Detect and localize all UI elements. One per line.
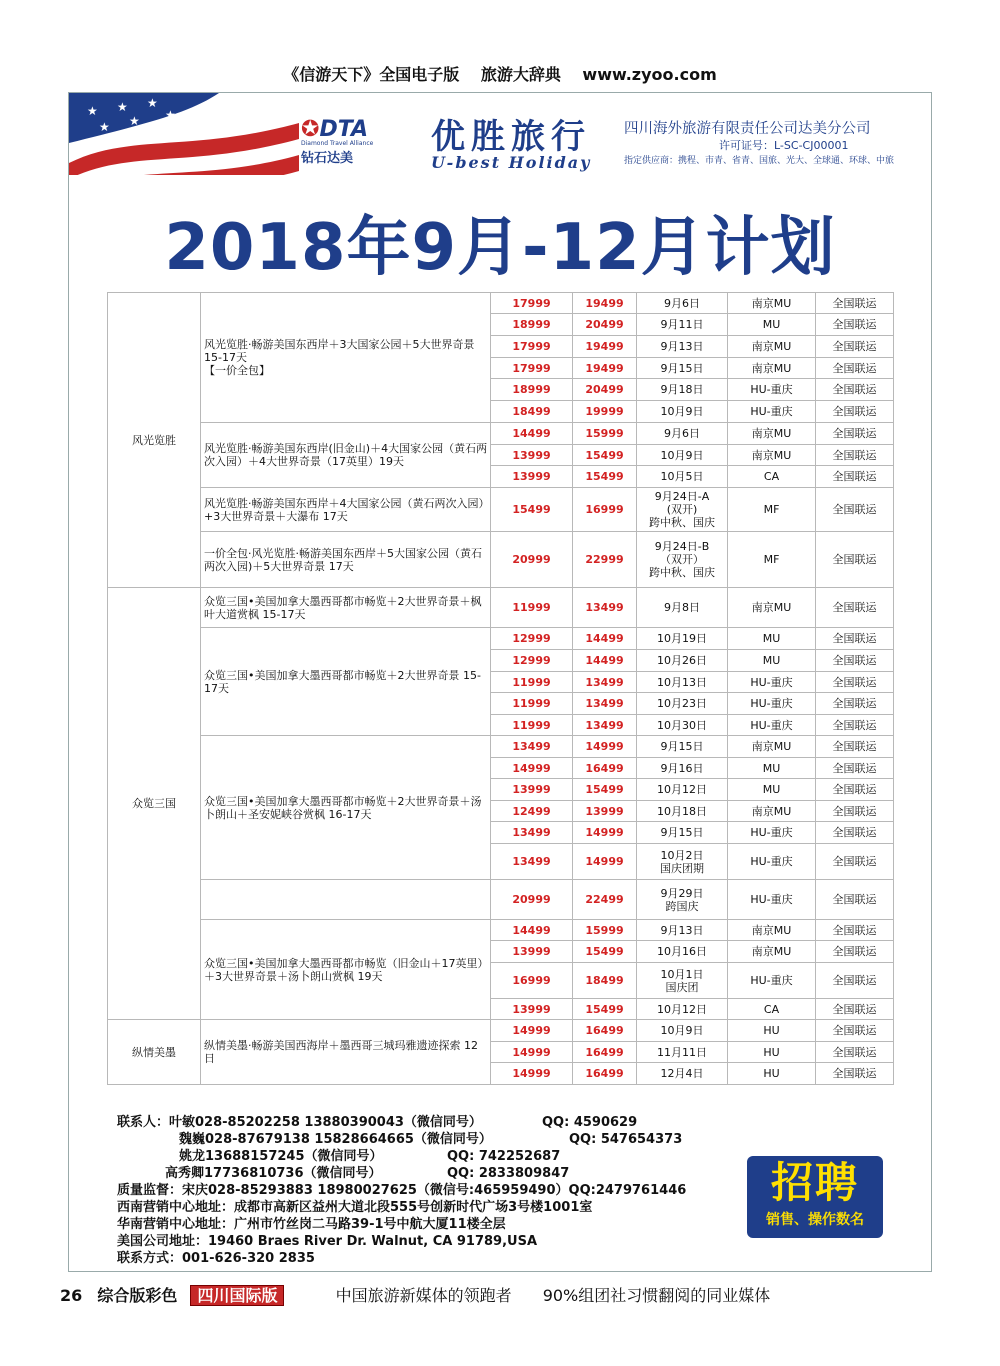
route-cell: 风光览胜·畅游美国东西岸＋4大国家公园（黄石两次入园）+3大世界奇景＋大瀑布 17天	[201, 488, 491, 532]
airline: MU	[728, 650, 816, 672]
connection-service: 全国联运	[816, 1042, 894, 1063]
airline: HU	[728, 1063, 816, 1085]
table-row	[108, 736, 894, 758]
airline: 南京MU	[728, 588, 816, 628]
us-office-address: 美国公司地址：19460 Braes River Dr. Walnut, CA 91789,USA	[117, 1234, 537, 1249]
departure-date: 10月9日	[637, 1020, 728, 1042]
price-full: 14499	[573, 650, 637, 672]
price-adult: 16999	[491, 963, 573, 999]
page-number: 26	[60, 1286, 83, 1305]
departure-date: 10月30日	[637, 715, 728, 736]
connection-service: 全国联运	[816, 779, 894, 801]
connection-service: 全国联运	[816, 379, 894, 401]
table-row	[108, 488, 894, 532]
connection-service: 全国联运	[816, 358, 894, 379]
airline: 南京MU	[728, 293, 816, 314]
table-row	[108, 532, 894, 588]
category-cell: 众览三国	[108, 588, 201, 1020]
airline: MU	[728, 779, 816, 801]
departure-date: 10月9日	[637, 401, 728, 423]
connection-service: 全国联运	[816, 466, 894, 488]
table-row	[108, 880, 894, 920]
departure-date: 9月16日	[637, 758, 728, 779]
table-row	[108, 588, 894, 628]
connection-service: 全国联运	[816, 672, 894, 693]
contact-text: 姚龙13688157245（微信同号）	[179, 1149, 383, 1164]
airline: HU-重庆	[728, 693, 816, 715]
connection-service: 全国联运	[816, 588, 894, 628]
price-adult: 13999	[491, 779, 573, 801]
price-adult: 14999	[491, 1020, 573, 1042]
dta-logo-text: DTA	[319, 117, 369, 142]
price-adult: 20999	[491, 532, 573, 588]
price-adult: 15499	[491, 488, 573, 532]
connection-service: 全国联运	[816, 999, 894, 1020]
svg-text:★: ★	[129, 114, 140, 128]
price-full: 16499	[573, 758, 637, 779]
price-adult: 11999	[491, 693, 573, 715]
airline: MF	[728, 488, 816, 532]
footer-section: 综合版彩色	[97, 1286, 178, 1305]
price-adult: 17999	[491, 336, 573, 358]
price-adult: 12499	[491, 801, 573, 822]
route-cell: 风光览胜·畅游美国东西岸(旧金山)＋4大国家公园（黄石两次入园）＋4大世界奇景（17英里）19天	[201, 423, 491, 488]
price-adult: 13499	[491, 822, 573, 844]
footer-slogan-1: 中国旅游新媒体的领跑者	[335, 1286, 512, 1305]
route-cell: 众览三国•美国加拿大墨西哥都市畅览＋2大世界奇景＋枫叶大道赏枫 15-17天	[201, 588, 491, 628]
connection-service: 全国联运	[816, 844, 894, 880]
svg-text:★: ★	[87, 104, 98, 118]
price-full: 13499	[573, 693, 637, 715]
masthead-url[interactable]: www.zyoo.com	[582, 65, 717, 84]
airline: CA	[728, 999, 816, 1020]
price-full: 15499	[573, 445, 637, 466]
southwest-office-address: 西南营销中心地址：成都市高新区益州大道北段555号创新时代广场3号楼1001室	[117, 1200, 593, 1215]
price-full: 20499	[573, 314, 637, 336]
price-full: 22499	[573, 880, 637, 920]
price-adult: 20999	[491, 880, 573, 920]
departure-date: 10月12日	[637, 999, 728, 1020]
departure-date: 9月8日	[637, 588, 728, 628]
designated-suppliers: 指定供应商：携程、市青、省青、国旅、光大、全球通、环球、中旅	[624, 156, 895, 166]
airline: CA	[728, 466, 816, 488]
contact-text: 魏巍028-87679138 15828664665（微信同号）	[179, 1132, 492, 1147]
departure-date: 10月9日	[637, 445, 728, 466]
connection-service: 全国联运	[816, 963, 894, 999]
connection-service: 全国联运	[816, 488, 894, 532]
contact-qq: QQ: 742252687	[447, 1149, 561, 1164]
connection-service: 全国联运	[816, 650, 894, 672]
table-row	[108, 628, 894, 650]
airline: 南京MU	[728, 941, 816, 963]
price-full: 15499	[573, 999, 637, 1020]
route-cell: 一价全包·风光览胜·畅游美国东西岸＋5大国家公园（黄石两次入园)＋5大世界奇景 17天	[201, 532, 491, 588]
page-footer	[60, 1283, 770, 1306]
departure-date: 10月5日	[637, 466, 728, 488]
departure-date: 9月6日	[637, 423, 728, 445]
departure-date: 9月13日	[637, 920, 728, 941]
route-cell	[201, 880, 491, 920]
recruitment-badge	[747, 1156, 883, 1238]
plan-title: 2018年9月-12月计划	[164, 211, 836, 285]
category-cell: 风光览胜	[108, 293, 201, 588]
route-cell: 众览三国•美国加拿大墨西哥都市畅览（旧金山＋17英里）＋3大世界奇景＋汤卜朗山赏枫 19天	[201, 920, 491, 1020]
price-adult: 13499	[491, 844, 573, 880]
airline: 南京MU	[728, 736, 816, 758]
departure-date: 9月24日-A (双开) 跨中秋、国庆	[637, 488, 728, 532]
contact-text: 联系人：叶敏028-85202258 13880390043（微信同号）	[117, 1115, 482, 1130]
svg-text:★: ★	[99, 120, 110, 134]
footer-edition: 四川国际版	[190, 1285, 284, 1306]
price-adult: 18999	[491, 379, 573, 401]
price-full: 19999	[573, 401, 637, 423]
departure-date: 9月29日 跨国庆	[637, 880, 728, 920]
price-adult: 14999	[491, 1042, 573, 1063]
price-adult: 11999	[491, 672, 573, 693]
departure-date: 9月15日	[637, 736, 728, 758]
svg-text:★: ★	[165, 108, 176, 122]
price-full: 13999	[573, 801, 637, 822]
connection-service: 全国联运	[816, 423, 894, 445]
connection-service: 全国联运	[816, 822, 894, 844]
price-full: 16999	[573, 488, 637, 532]
route-cell: 纵情美墨·畅游美国西海岸＋墨西哥三城玛雅遗迹探索 12日	[201, 1020, 491, 1085]
airline: HU	[728, 1020, 816, 1042]
route-cell: 风光览胜·畅游美国东西岸＋3大国家公园＋5大世界奇景 15-17天 【一价全包】	[201, 293, 491, 423]
connection-service: 全国联运	[816, 1063, 894, 1085]
price-adult: 17999	[491, 358, 573, 379]
connection-service: 全国联运	[816, 736, 894, 758]
departure-date: 10月19日	[637, 628, 728, 650]
airline: HU-重庆	[728, 844, 816, 880]
price-full: 14999	[573, 844, 637, 880]
price-full: 13499	[573, 672, 637, 693]
contact-qq: QQ: 547654373	[569, 1132, 683, 1147]
connection-service: 全国联运	[816, 293, 894, 314]
airline: HU-重庆	[728, 379, 816, 401]
price-adult: 18499	[491, 401, 573, 423]
connection-service: 全国联运	[816, 532, 894, 588]
svg-text:★: ★	[117, 100, 128, 114]
connection-service: 全国联运	[816, 758, 894, 779]
price-adult: 14999	[491, 758, 573, 779]
table-row	[108, 293, 894, 314]
brand-name-english: U-best Holiday	[431, 153, 592, 172]
airline: 南京MU	[728, 445, 816, 466]
departure-date: 9月11日	[637, 314, 728, 336]
connection-service: 全国联运	[816, 314, 894, 336]
contact-qq: QQ: 4590629	[542, 1115, 638, 1130]
dta-logo	[301, 117, 411, 167]
price-full: 15499	[573, 466, 637, 488]
airline: HU-重庆	[728, 963, 816, 999]
connection-service: 全国联运	[816, 941, 894, 963]
departure-date: 9月6日	[637, 293, 728, 314]
dta-logo-chinese: 钻石达美	[301, 151, 354, 166]
dta-star-icon: ✪	[301, 117, 320, 142]
price-adult: 14999	[491, 1063, 573, 1085]
ad-banner	[69, 93, 931, 175]
masthead	[0, 62, 1000, 85]
price-full: 18499	[573, 963, 637, 999]
airline: MU	[728, 314, 816, 336]
departure-date: 10月26日	[637, 650, 728, 672]
price-adult: 13499	[491, 736, 573, 758]
price-full: 13499	[573, 715, 637, 736]
connection-service: 全国联运	[816, 628, 894, 650]
departure-date: 9月24日-B （双开） 跨中秋、国庆	[637, 532, 728, 588]
airline: HU-重庆	[728, 880, 816, 920]
airline: HU	[728, 1042, 816, 1063]
category-cell: 纵情美墨	[108, 1020, 201, 1085]
price-adult: 13999	[491, 941, 573, 963]
ad-frame	[68, 92, 932, 1272]
svg-text:★: ★	[147, 96, 158, 110]
connection-service: 全国联运	[816, 401, 894, 423]
price-full: 13499	[573, 588, 637, 628]
masthead-publication: 《信游天下》全国电子版	[283, 65, 460, 84]
price-full: 16499	[573, 1042, 637, 1063]
price-full: 14999	[573, 822, 637, 844]
price-adult: 11999	[491, 588, 573, 628]
price-full: 16499	[573, 1020, 637, 1042]
departure-date: 10月23日	[637, 693, 728, 715]
airline: 南京MU	[728, 920, 816, 941]
price-adult: 12999	[491, 650, 573, 672]
price-adult: 14499	[491, 423, 573, 445]
airline: MF	[728, 532, 816, 588]
brand-name: 优胜旅行	[431, 117, 591, 157]
connection-service: 全国联运	[816, 920, 894, 941]
departure-date: 10月12日	[637, 779, 728, 801]
price-full: 20499	[573, 379, 637, 401]
price-full: 19499	[573, 293, 637, 314]
table-row	[108, 1020, 894, 1042]
price-adult: 13999	[491, 445, 573, 466]
departure-date: 10月16日	[637, 941, 728, 963]
departure-date: 10月1日 国庆团	[637, 963, 728, 999]
price-adult: 13999	[491, 999, 573, 1020]
departure-date: 9月13日	[637, 336, 728, 358]
airline: 南京MU	[728, 801, 816, 822]
airline: HU-重庆	[728, 822, 816, 844]
airline: 南京MU	[728, 358, 816, 379]
departure-date: 12月4日	[637, 1063, 728, 1085]
tour-schedule-table	[107, 292, 894, 1085]
contact-row	[117, 1131, 917, 1148]
connection-service: 全国联运	[816, 693, 894, 715]
airline: MU	[728, 628, 816, 650]
departure-date: 10月13日	[637, 672, 728, 693]
table-row	[108, 920, 894, 941]
recruitment-positions: 销售、操作数名	[766, 1212, 864, 1228]
airline: HU-重庆	[728, 401, 816, 423]
price-adult: 11999	[491, 715, 573, 736]
departure-date: 10月18日	[637, 801, 728, 822]
price-full: 15499	[573, 941, 637, 963]
route-cell: 众览三国•美国加拿大墨西哥都市畅览＋2大世界奇景＋汤卜朗山＋圣安妮峡谷赏枫 16-17天	[201, 736, 491, 880]
masthead-section: 旅游大辞典	[480, 65, 561, 84]
license-number: 许可证号：L-SC-CJ00001	[719, 139, 849, 152]
price-full: 22999	[573, 532, 637, 588]
connection-service: 全国联运	[816, 801, 894, 822]
price-full: 15999	[573, 423, 637, 445]
table-row	[108, 423, 894, 445]
departure-date: 10月2日 国庆团期	[637, 844, 728, 880]
us-flag-graphic	[69, 93, 299, 175]
recruitment-title: 招聘	[770, 1158, 859, 1207]
contact-row	[117, 1114, 917, 1131]
departure-date: 9月15日	[637, 822, 728, 844]
quality-supervision: 质量监督：宋庆028-85293883 18980027625（微信号:465959490）QQ:2479761446	[117, 1183, 687, 1198]
connection-service: 全国联运	[816, 336, 894, 358]
connection-service: 全国联运	[816, 880, 894, 920]
connection-service: 全国联运	[816, 445, 894, 466]
connection-service: 全国联运	[816, 715, 894, 736]
price-adult: 18999	[491, 314, 573, 336]
price-full: 14499	[573, 628, 637, 650]
price-full: 19499	[573, 358, 637, 379]
price-full: 15499	[573, 779, 637, 801]
contact-qq: QQ: 2833809847	[447, 1166, 570, 1181]
south-china-office-address: 华南营销中心地址：广州市竹丝岗二马路39-1号中航大厦11楼全层	[117, 1217, 506, 1232]
us-contact-phone: 联系方式：001-626-320 2835	[117, 1251, 315, 1266]
airline: HU-重庆	[728, 672, 816, 693]
price-full: 15999	[573, 920, 637, 941]
price-full: 19499	[573, 336, 637, 358]
departure-date: 11月11日	[637, 1042, 728, 1063]
price-adult: 17999	[491, 293, 573, 314]
price-adult: 13999	[491, 466, 573, 488]
contact-text: 高秀卿17736810736（微信同号）	[165, 1166, 382, 1181]
price-full: 14999	[573, 736, 637, 758]
airline: HU-重庆	[728, 715, 816, 736]
route-cell: 众览三国•美国加拿大墨西哥都市畅览＋2大世界奇景 15-17天	[201, 628, 491, 736]
airline: 南京MU	[728, 336, 816, 358]
departure-date: 9月15日	[637, 358, 728, 379]
price-adult: 12999	[491, 628, 573, 650]
airline: 南京MU	[728, 423, 816, 445]
connection-service: 全国联运	[816, 1020, 894, 1042]
price-adult: 14499	[491, 920, 573, 941]
dta-logo-subtitle: Diamond Travel Alliance	[301, 140, 374, 147]
departure-date: 9月18日	[637, 379, 728, 401]
footer-slogan-2: 90%组团社习惯翻阅的同业媒体	[542, 1286, 771, 1305]
price-full: 16499	[573, 1063, 637, 1085]
company-name: 四川海外旅游有限责任公司达美分公司	[624, 121, 871, 137]
airline: MU	[728, 758, 816, 779]
